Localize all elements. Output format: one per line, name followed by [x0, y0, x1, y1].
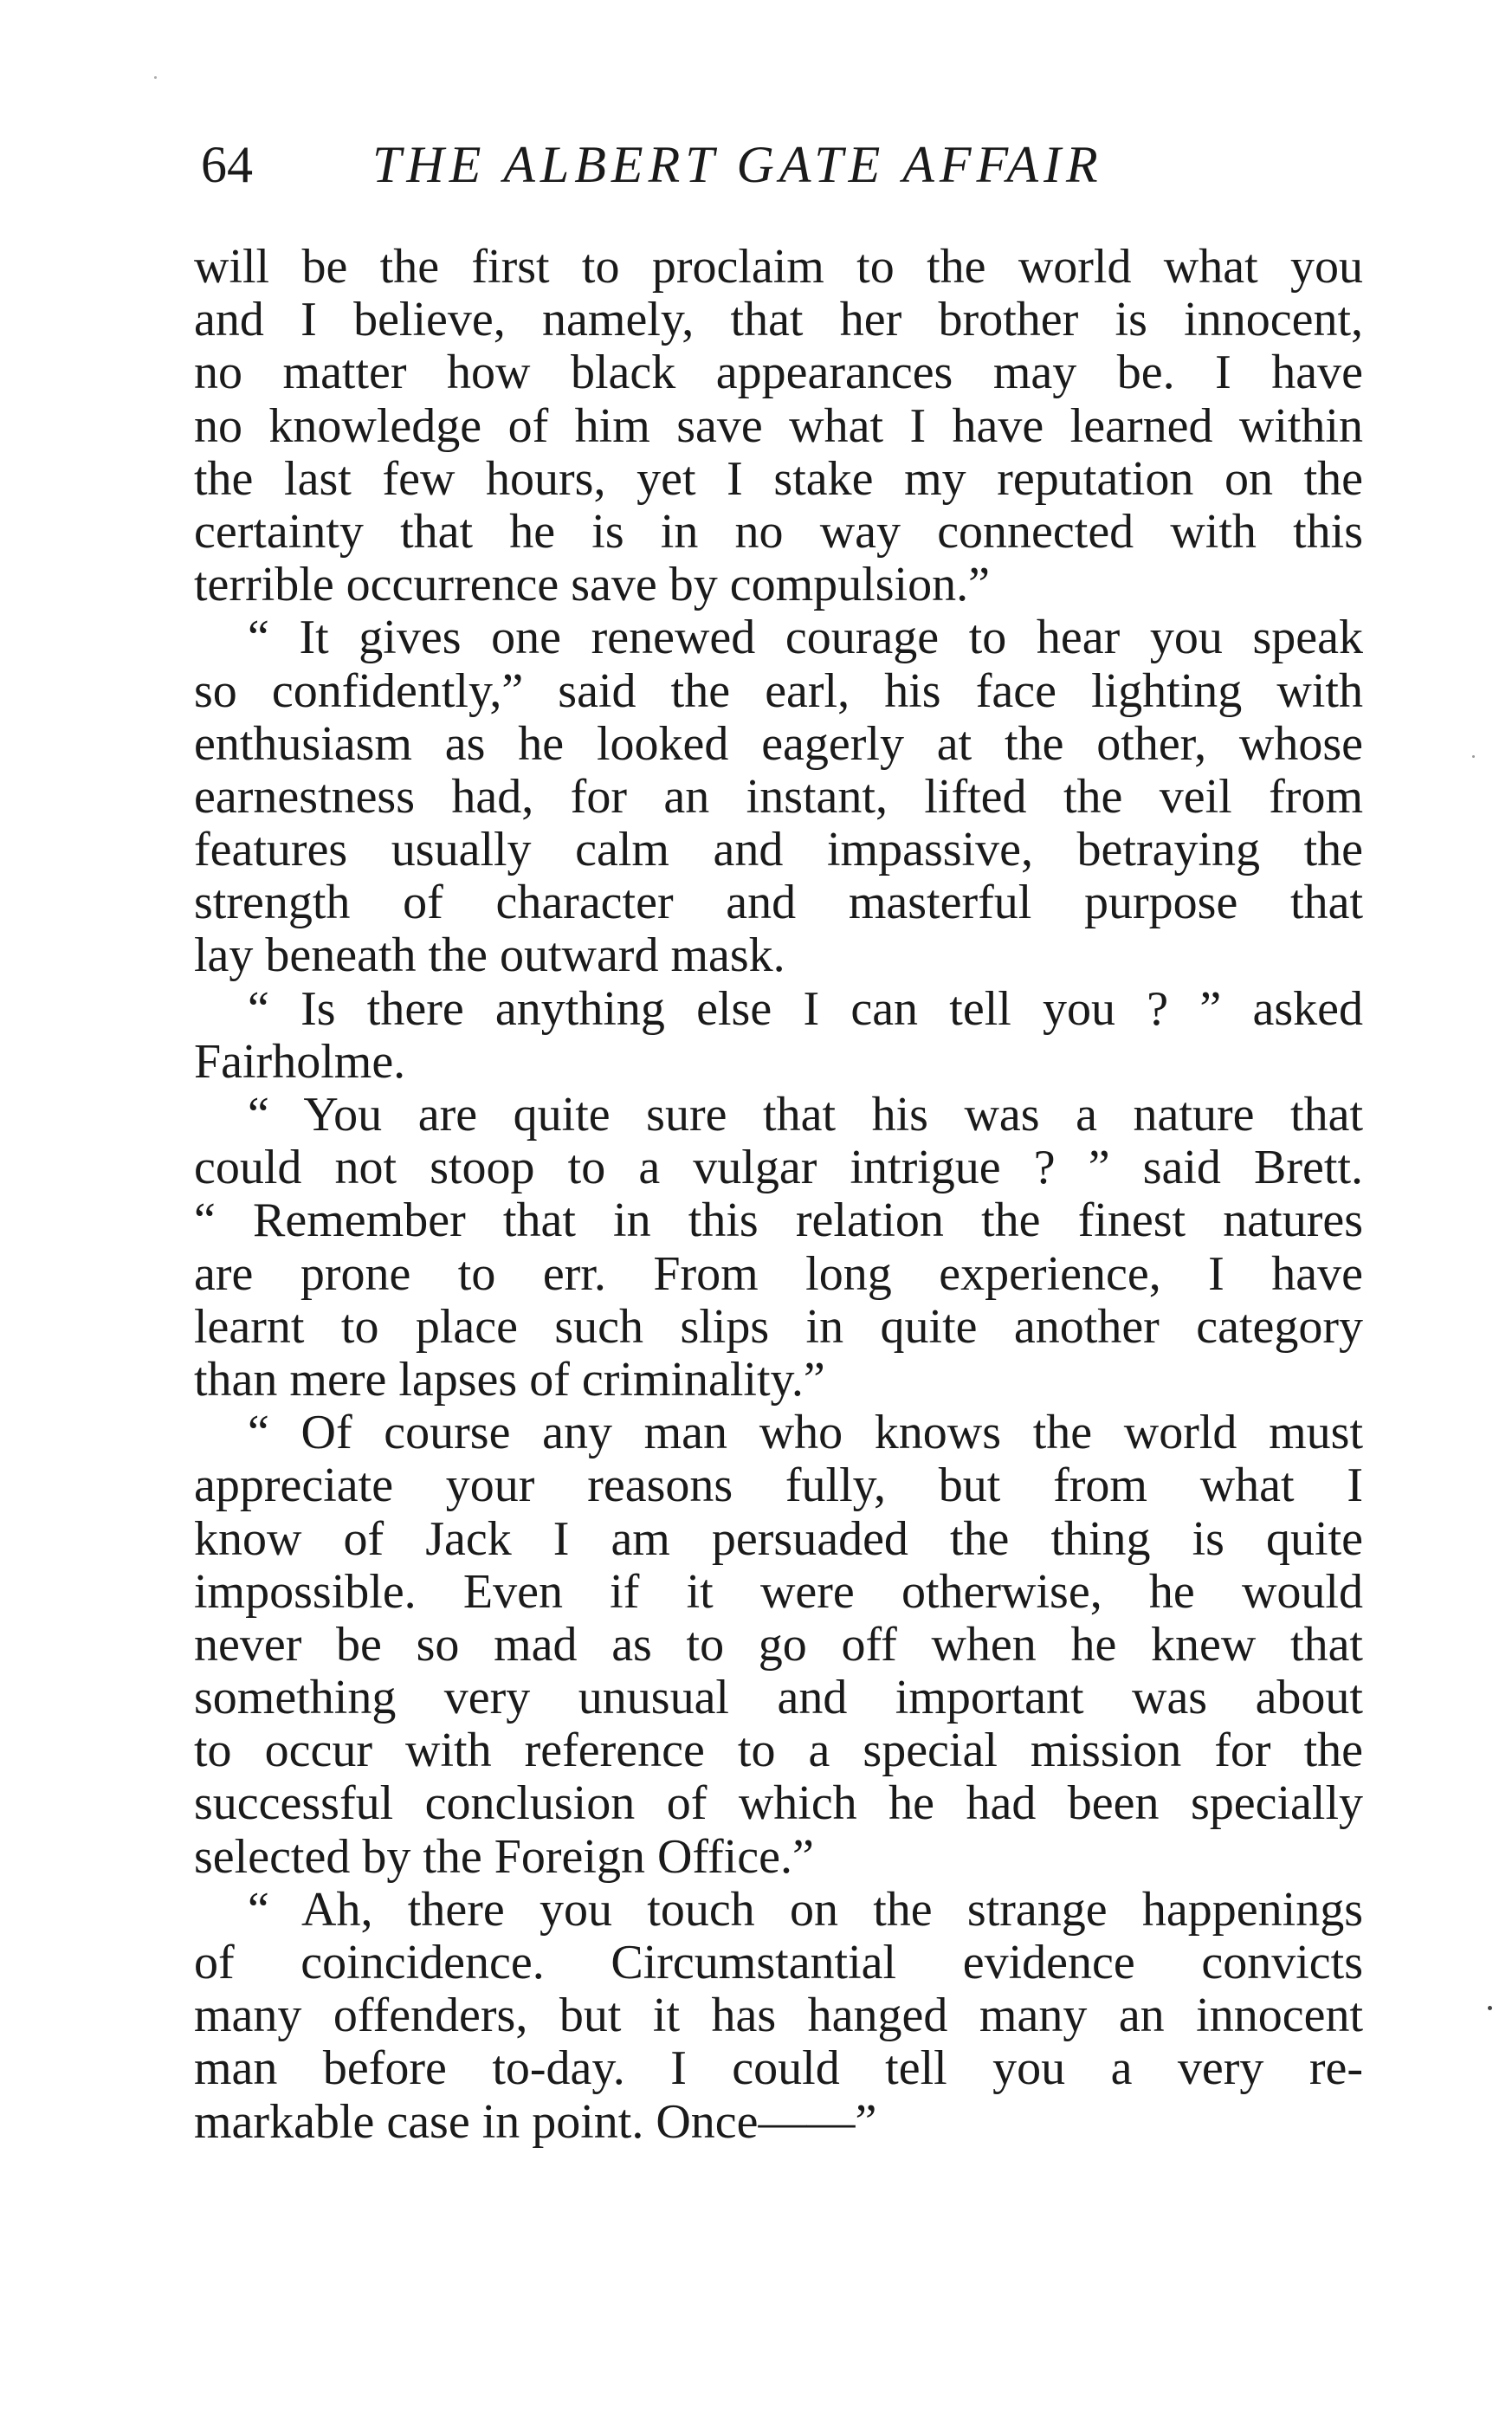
scan-speck [1472, 755, 1475, 758]
text-line: selected by the Foreign Office.” [194, 1829, 814, 1884]
scan-speck [1488, 2006, 1492, 2010]
text-line: “ You are quite sure that his was a nature that [248, 1088, 1363, 1142]
body-text [194, 241, 1363, 2149]
text-line: man before to-day. I could tell you a very re- [194, 2041, 1363, 2096]
text-line: will be the first to proclaim to the world what you [194, 240, 1363, 294]
text-line: know of Jack I am persuaded the thing is quite [194, 1511, 1363, 1566]
text-line: and I believe, namely, that her brother is innocent, [194, 293, 1363, 347]
page-header [201, 130, 1361, 199]
text-line: strength of character and masterful purpose that [194, 876, 1363, 930]
text-line: to occur with reference to a special mission for the [194, 1724, 1363, 1778]
text-line: no matter how black appearances may be. I have [194, 346, 1363, 400]
text-line: “ It gives one renewed courage to hear you speak [248, 611, 1363, 665]
page-number: 64 [201, 136, 253, 193]
text-line: many offenders, but it has hanged many an innocent [194, 1989, 1363, 2043]
scan-speck [154, 76, 157, 79]
text-line: earnestness had, for an instant, lifted the veil from [194, 769, 1363, 824]
text-line: “ Of course any man who knows the world must [248, 1406, 1363, 1460]
text-line: than mere lapses of criminality.” [194, 1352, 825, 1407]
text-line: so confidently,” said the earl, his face lighting with [194, 663, 1363, 718]
text-line: certainty that he is in no way connected with this [194, 504, 1363, 559]
text-line: markable case in point. Once——” [194, 2094, 877, 2149]
text-line: the last few hours, yet I stake my reputation on the [194, 451, 1363, 506]
text-line: lay beneath the outward mask. [194, 928, 785, 983]
running-title: THE ALBERT GATE AFFAIR [372, 136, 1103, 193]
text-line: no knowledge of him save what I have learned within [194, 398, 1363, 453]
text-line: could not stoop to a vulgar intrigue ? ” said Brett. [194, 1141, 1363, 1195]
text-line: enthusiasm as he looked eagerly at the other, whose [194, 716, 1363, 771]
text-line: impossible. Even if it were otherwise, he would [194, 1564, 1363, 1619]
text-line: something very unusual and important was about [194, 1671, 1363, 1725]
text-line: “ Remember that in this relation the finest natures [194, 1193, 1363, 1248]
text-line: learnt to place such slips in quite another category [194, 1299, 1363, 1354]
text-line: successful conclusion of which he had been specially [194, 1776, 1363, 1831]
text-line: “ Ah, there you touch on the strange happenings [248, 1882, 1363, 1937]
text-line: of coincidence. Circumstantial evidence convicts [194, 1936, 1363, 1989]
text-line: are prone to err. From long experience, I have [194, 1246, 1363, 1301]
text-line: appreciate your reasons fully, but from what I [194, 1459, 1363, 1513]
text-line: features usually calm and impassive, betraying the [194, 823, 1363, 877]
text-line: terrible occurrence save by compulsion.” [194, 558, 990, 612]
text-line: Fairholme. [194, 1034, 406, 1089]
text-line: “ Is there anything else I can tell you ? ” asked [248, 981, 1363, 1036]
text-line: never be so mad as to go off when he knew that [194, 1617, 1363, 1672]
